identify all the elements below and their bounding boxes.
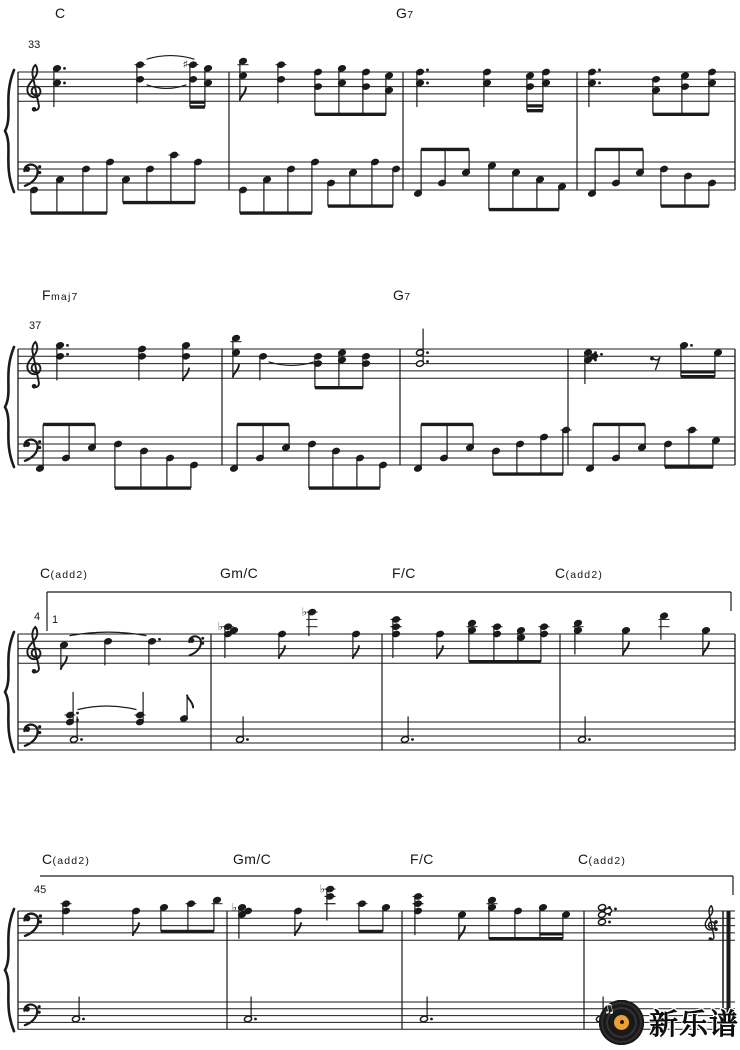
chord-label (393, 288, 411, 304)
chord-suffix: (add2) (588, 855, 627, 867)
chord-root: F/C (410, 851, 434, 867)
chord-suffix: (add2) (565, 569, 604, 581)
chord-root: C (555, 565, 566, 581)
chord-root: Gm/C (220, 565, 259, 581)
chord-root: C (55, 5, 66, 21)
record-hole (620, 1020, 624, 1024)
chord-label (233, 852, 271, 868)
chord-label (396, 6, 414, 22)
svg-text:♯: ♯ (182, 58, 188, 72)
watermark (599, 994, 740, 1050)
music-note-icon: ♫ (601, 1000, 617, 1018)
measure-number: 1 (52, 614, 59, 626)
measure-number: 45 (34, 884, 47, 896)
chord-root: G (393, 287, 405, 303)
chord-root: Gm/C (233, 851, 272, 867)
chord-suffix: (add2) (50, 569, 89, 581)
chord-label (410, 852, 434, 868)
chord-root: F/C (392, 565, 416, 581)
chord-root: C (40, 565, 51, 581)
chord-suffix: (add2) (52, 855, 91, 867)
chord-label (392, 566, 416, 582)
chord-label (40, 566, 88, 582)
svg-text:♭: ♭ (301, 605, 307, 619)
chord-label (555, 566, 603, 582)
svg-text:♭: ♭ (319, 882, 325, 896)
chord-root: F (42, 287, 51, 303)
chord-root: G (396, 5, 408, 21)
watermark-text: 新乐谱 (649, 1006, 740, 1041)
chord-suffix: 7 (404, 291, 412, 303)
svg-text:♭: ♭ (217, 620, 223, 634)
chord-root: C (42, 851, 53, 867)
chord-suffix: maj7 (50, 291, 79, 303)
chord-label (578, 852, 626, 868)
chord-label (55, 6, 66, 22)
chord-root: C (578, 851, 589, 867)
chord-label (42, 288, 79, 304)
chord-suffix: 7 (407, 9, 415, 21)
measure-number: 37 (29, 320, 42, 332)
svg-text:♭: ♭ (231, 900, 237, 914)
vinyl-record-icon (599, 1000, 644, 1045)
measure-number: 33 (28, 39, 41, 51)
measure-number: 4 (34, 611, 41, 623)
chord-label (220, 566, 258, 582)
chord-label (42, 852, 90, 868)
